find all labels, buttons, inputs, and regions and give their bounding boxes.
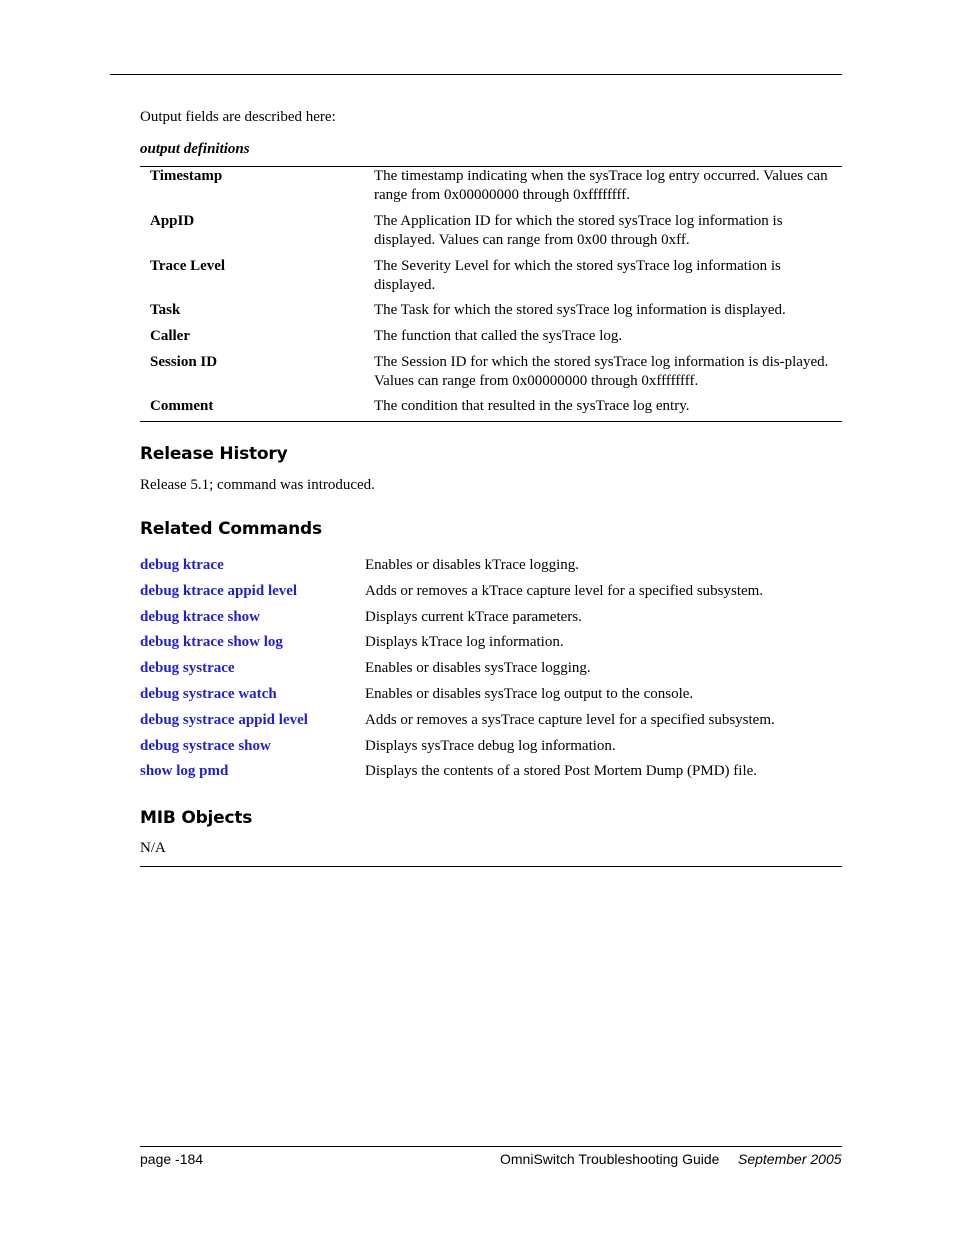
list-item	[140, 659, 842, 685]
def-term: Trace Level	[150, 258, 226, 274]
list-item	[140, 582, 842, 608]
command-link-debug-ktrace-appid-level[interactable]: debug ktrace appid level	[140, 582, 298, 599]
command-link-debug-systrace-watch[interactable]: debug systrace watch	[140, 685, 277, 702]
list-item	[140, 711, 842, 737]
command-description: Adds or removes a kTrace capture level for a specified subsystem.	[365, 582, 764, 599]
command-link-debug-ktrace-show-log[interactable]: debug ktrace show log	[140, 634, 283, 651]
def-description: The Application ID for which the stored sysTrace log information is displayed. Values can range from 0x00 through 0xff.	[374, 213, 783, 248]
table-row	[140, 327, 842, 353]
command-link-debug-systrace-show[interactable]: debug systrace show	[140, 737, 271, 754]
guide-title: OmniSwitch Troubleshooting Guide	[500, 1151, 720, 1167]
command-description: Enables or disables sysTrace log output to the console.	[365, 685, 694, 702]
list-item	[140, 685, 842, 711]
def-term: Task	[150, 302, 181, 318]
list-item	[140, 633, 842, 659]
def-description: The condition that resulted in the sysTrace log entry.	[374, 398, 690, 414]
def-term: Timestamp	[150, 168, 223, 184]
table-row	[140, 301, 842, 327]
header-rule	[110, 74, 842, 75]
related-commands-heading: Related Commands	[140, 519, 322, 539]
command-description: Enables or disables sysTrace logging.	[365, 660, 591, 677]
def-term: AppID	[150, 213, 195, 229]
def-term: Comment	[150, 398, 214, 414]
command-description: Displays kTrace log information.	[365, 634, 564, 651]
command-link-debug-systrace-appid-level[interactable]: debug systrace appid level	[140, 711, 308, 728]
command-description: Displays current kTrace parameters.	[365, 608, 582, 625]
table-row	[140, 353, 842, 397]
command-link-debug-ktrace-show[interactable]: debug ktrace show	[140, 608, 261, 625]
def-term: Session ID	[150, 354, 218, 370]
def-description: The Severity Level for which the stored sysTrace log information is displayed.	[374, 258, 781, 293]
def-description: The Session ID for which the stored sysTrace log information is dis-played. Values can range from 0x00000000 through 0xffffffff.	[374, 354, 829, 389]
list-item	[140, 762, 842, 788]
intro-text: Output fields are described here:	[140, 109, 336, 125]
def-description: The Task for which the stored sysTrace log information is displayed.	[374, 302, 786, 318]
page-number: page -184	[140, 1151, 204, 1167]
table-row	[140, 167, 842, 212]
table-row	[140, 257, 842, 301]
publication-date: September 2005	[738, 1151, 842, 1167]
table-bottom-rule	[140, 421, 842, 422]
section-end-rule	[140, 866, 842, 867]
table-row	[140, 212, 842, 257]
command-link-show-log-pmd[interactable]: show log pmd	[140, 763, 229, 780]
table-caption: output definitions	[140, 141, 250, 157]
mib-objects-text: N/A	[140, 840, 166, 856]
output-definitions-table	[140, 167, 842, 421]
command-description: Enables or disables kTrace logging.	[365, 557, 579, 573]
list-item	[140, 556, 842, 582]
def-term: Caller	[150, 328, 190, 344]
command-description: Displays sysTrace debug log information.	[365, 737, 616, 754]
related-commands-list	[140, 556, 842, 788]
command-description: Displays the contents of a stored Post Mortem Dump (PMD) file.	[365, 763, 758, 780]
def-description: The timestamp indicating when the sysTrace log entry occurred. Values can range from 0x00000000 through 0xffffffff.	[374, 168, 828, 203]
footer-rule	[140, 1146, 842, 1147]
command-link-debug-systrace[interactable]: debug systrace	[140, 660, 235, 677]
mib-objects-heading: MIB Objects	[140, 808, 253, 828]
release-history-text: Release 5.1; command was introduced.	[140, 477, 375, 493]
table-row	[140, 397, 842, 421]
command-description: Adds or removes a sysTrace capture level for a specified subsystem.	[365, 711, 775, 728]
def-description: The function that called the sysTrace log.	[374, 328, 623, 344]
list-item	[140, 608, 842, 634]
command-link-debug-ktrace[interactable]: debug ktrace	[140, 557, 224, 573]
release-history-heading: Release History	[140, 444, 288, 464]
list-item	[140, 737, 842, 763]
